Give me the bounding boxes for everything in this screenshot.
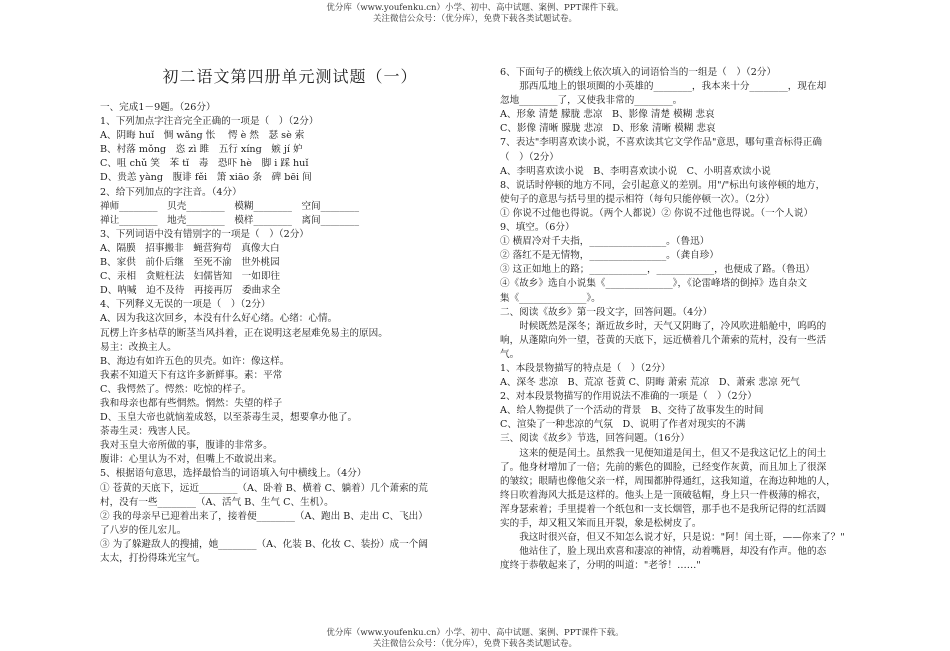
left-line: D、呐喊 迫不及待 再接再厉 委曲求全 [100,285,281,297]
left-line: B、村落 mǒng 恣 zì 雎 五行 xíng 嫉 jí 妒 [100,144,303,156]
left-line: D、玉皇大帝也就恼羞成怒，以至荼毒生灵，想要拿办他了。 [100,412,358,424]
left-line: 1、下列加点字注音完全正确的一项是（ ）（2分） [100,116,319,128]
right-column [500,66,850,573]
left-line: 荼毒生灵：残害人民。 [100,426,196,438]
right-line: 7、表达"李明喜欢读小说，不喜欢读其它文学作品"意思，哪句重音标得正确 [500,137,822,149]
right-line: ③ 这正如地上的路；____________，____________，也便成了路。（鲁迅） [500,264,815,276]
right-line: 了。他身材增加了一倍；先前的紫色的圆脸，已经变作灰黄，而且加上了很深 [500,461,827,473]
left-line: C、我愕然了。愕然：吃惊的样子。 [100,383,252,395]
right-line: 终日吹着海风大抵是这样的。他头上是一顶破毡帽，身上只一件极薄的棉衣， [500,489,827,501]
right-line: 响，从蓬隙向外一望，苍黄的天底下，远近横着几个萧索的荒村，没有一些活 [500,334,827,346]
right-line: A、深冬 悲凉 B、荒凉 苍黄 C、阴晦 萧索 荒凉 D、萧索 悲凉 死气 [500,377,800,389]
right-line: 使句子的意思与括号里的提示相符（每句只能停顿一次）。（2分） [500,193,775,205]
right-line: 6、下面句子的横线上依次填入的词语恰当的一组是（ ）（2分） [500,67,777,78]
left-line: A、阴晦 huǐ 惆 wǎng 怅 愕 è 然 瑟 sè 索 [100,130,305,142]
right-line: C、影像 清晰 朦胧 悲凉 D、形象 清晰 模糊 悲哀 [500,123,716,135]
left-line: 村，没有一些________（A、活气 B、生气 C、生机）。 [100,496,334,508]
header-line-1: 优分库（www.youfenku.cn）小学、初中、高中试题、案例、PPT课件下载。 [326,3,624,13]
right-line: ② 落红不是无情物，________________。（龚自珍） [500,250,719,262]
right-line: ① 横眉冷对千夫指，________________。（鲁迅） [500,236,710,248]
right-line: 9、填空。（6分） [500,222,575,234]
right-line: 那西瓜地上的银项圈的小英雄的________，我本来十分________，现在却 [519,81,827,93]
right-line: 度终于恭敬起来了，分明的叫道："老爷！……" [500,560,701,572]
left-line: 易主：改换主人。 [100,341,177,353]
right-line: 三、阅读《故乡》节选，回答问题。（16分） [500,433,690,445]
right-line: 二、阅读《故乡》第一段文字，回答问题。（4分） [500,306,713,318]
right-line: 我这时很兴奋，但又不知怎么说才好，只是说："阿！闰土哥，——你来了？" [519,532,845,544]
right-line: 2、对本段景物描写的作用说法不准确的一项是（ ）（2分） [500,391,757,403]
left-line: ② 我的母亲早已迎着出来了，接着便________（A、跑出 B、走出 C、飞出） [100,510,428,522]
right-line: 时候既然是深冬；渐近故乡时，天气又阴晦了，冷风吹进船舱中，呜呜的 [519,320,827,332]
left-line: 我素不知道天下有这许多新鲜事。素：平常 [100,369,283,381]
left-line: 我对玉皇大帝所做的事，腹诽的非常多。 [100,440,273,452]
right-line: 实的手，却又粗又笨而且开裂，象是松树皮了。 [500,518,702,529]
left-line: 我和母亲也都有些惘然。惘然：失望的样子 [100,397,283,409]
left-line: 瓦楞上许多枯草的断茎当风抖着，正在说明这老屋难免易主的原因。 [100,327,388,339]
left-line: 禅让________ 地壳________ 模样________ 离间________ [100,214,360,226]
page-header [0,3,950,25]
right-line: 浑身瑟索着；手里提着一个纸包和一支长烟管，那手也不是我所记得的红活圆 [500,503,827,515]
right-line: 忽地________了，又使我非常的________。 [500,95,683,107]
document-title: 初二语文第四册单元测试题（一） [162,67,418,86]
left-line: 5、根据语句意思，选择最恰当的词语填入句中横线上。（4分） [100,468,367,480]
right-line: 的皱纹；眼睛也像他父亲一样，周围都肿得通红，这我知道，在海边种地的人， [500,475,836,487]
page-footer [0,628,950,650]
left-line: D、贵恙 yàng 腹诽 fěi 箫 xiāo 条 碑 bēi 间 [100,172,312,184]
left-line: B、海边有如许五色的贝壳。如许：像这样。 [100,355,290,367]
right-line: （ ）（2分） [500,151,559,163]
right-line: 这来的便是闰土。虽然我一见便知道是闰土，但又不是我这记忆上的闰土 [519,447,827,459]
right-line: ④《故乡》选自小说集《______________》，《论雷峰塔的倒掉》选自杂文 [500,278,807,290]
right-line: A、给人物提供了一个活动的背景 B、交待了故事发生的时间 [500,405,764,417]
left-line: A、因为我这次回乡，本没有什么好心绪。心绪：心情。 [100,313,338,325]
right-line: 集《______________》。 [500,292,601,304]
left-line: 了八岁的侄儿宏儿。 [100,524,187,536]
right-line: ① 你说不过他也得说。（两个人都说）② 你说不过他也得说。（一个人说） [500,207,814,219]
left-line: 3、下列词语中没有错别字的一项是（ ）（2分） [100,228,309,240]
right-line: 他站住了，脸上现出欢喜和凄凉的神情，动着嘴唇，却没有作声。他的态 [519,546,827,558]
left-line: A、隔膜 招事搬非 蝇营狗苟 真像大白 [100,242,280,254]
left-line: 太太，打扮得珠光宝气。 [100,553,206,564]
left-line: ① 苍黄的天底下，远近________（A、卧着 B、横着 C、躺着）几个萧索的荒 [100,482,428,494]
left-line: 禅师________ 贝壳________ 模糊________ 空间________ [100,200,360,212]
right-line: 8、说话时停顿的地方不同，会引起意义的差别。用"/"标出句该停顿的地方， [500,179,826,191]
footer-line-2: 关注微信公众号：（优分库），免费下载各类试题试卷。 [372,639,577,649]
right-line: C、渲染了一种悲凉的气氛 D、说明了作者对现实的不满 [500,419,746,431]
right-line: A、形象 清楚 朦胧 悲凉 B、影像 清楚 模糊 悲哀 [500,109,715,121]
right-line: 1、本段景物描写的特点是（ ）（2分） [500,362,671,374]
left-line: 2、给下列加点的字注音。（4分） [100,186,242,198]
left-column [100,101,480,566]
left-line: ③ 为了躲避敌人的搜捕，她________（A、化装 B、化妆 C、装扮）成一个阔 [100,538,428,550]
left-line: 一、完成1－9题。（26分） [100,102,216,113]
left-line: 腹诽：心里认为不对，但嘴上不敢说出来。 [100,454,283,466]
right-line: 气。 [500,348,520,360]
left-line: 4、下列释义无误的一项是（ ）（2分） [100,299,271,311]
left-line: C、咀 chǔ 笑 苯 tǐ 毒 恐吓 hè 脚 i 踩 huǐ [100,158,309,170]
header-line-2: 关注微信公众号：（优分库），免费下载各类试题试卷。 [372,14,577,24]
left-line: C、汞相 贪赃枉法 妇儒皆知 一如即往 [100,271,281,283]
footer-line-1: 优分库（www.youfenku.cn）小学、初中、高中试题、案例、PPT课件下载。 [326,628,624,638]
right-line: A、李明喜欢读小说 B、李明喜欢读小说 C、小明喜欢读小说 [500,165,771,177]
left-line: B、家供 前仆后继 至死不渝 世外桃园 [100,257,280,269]
